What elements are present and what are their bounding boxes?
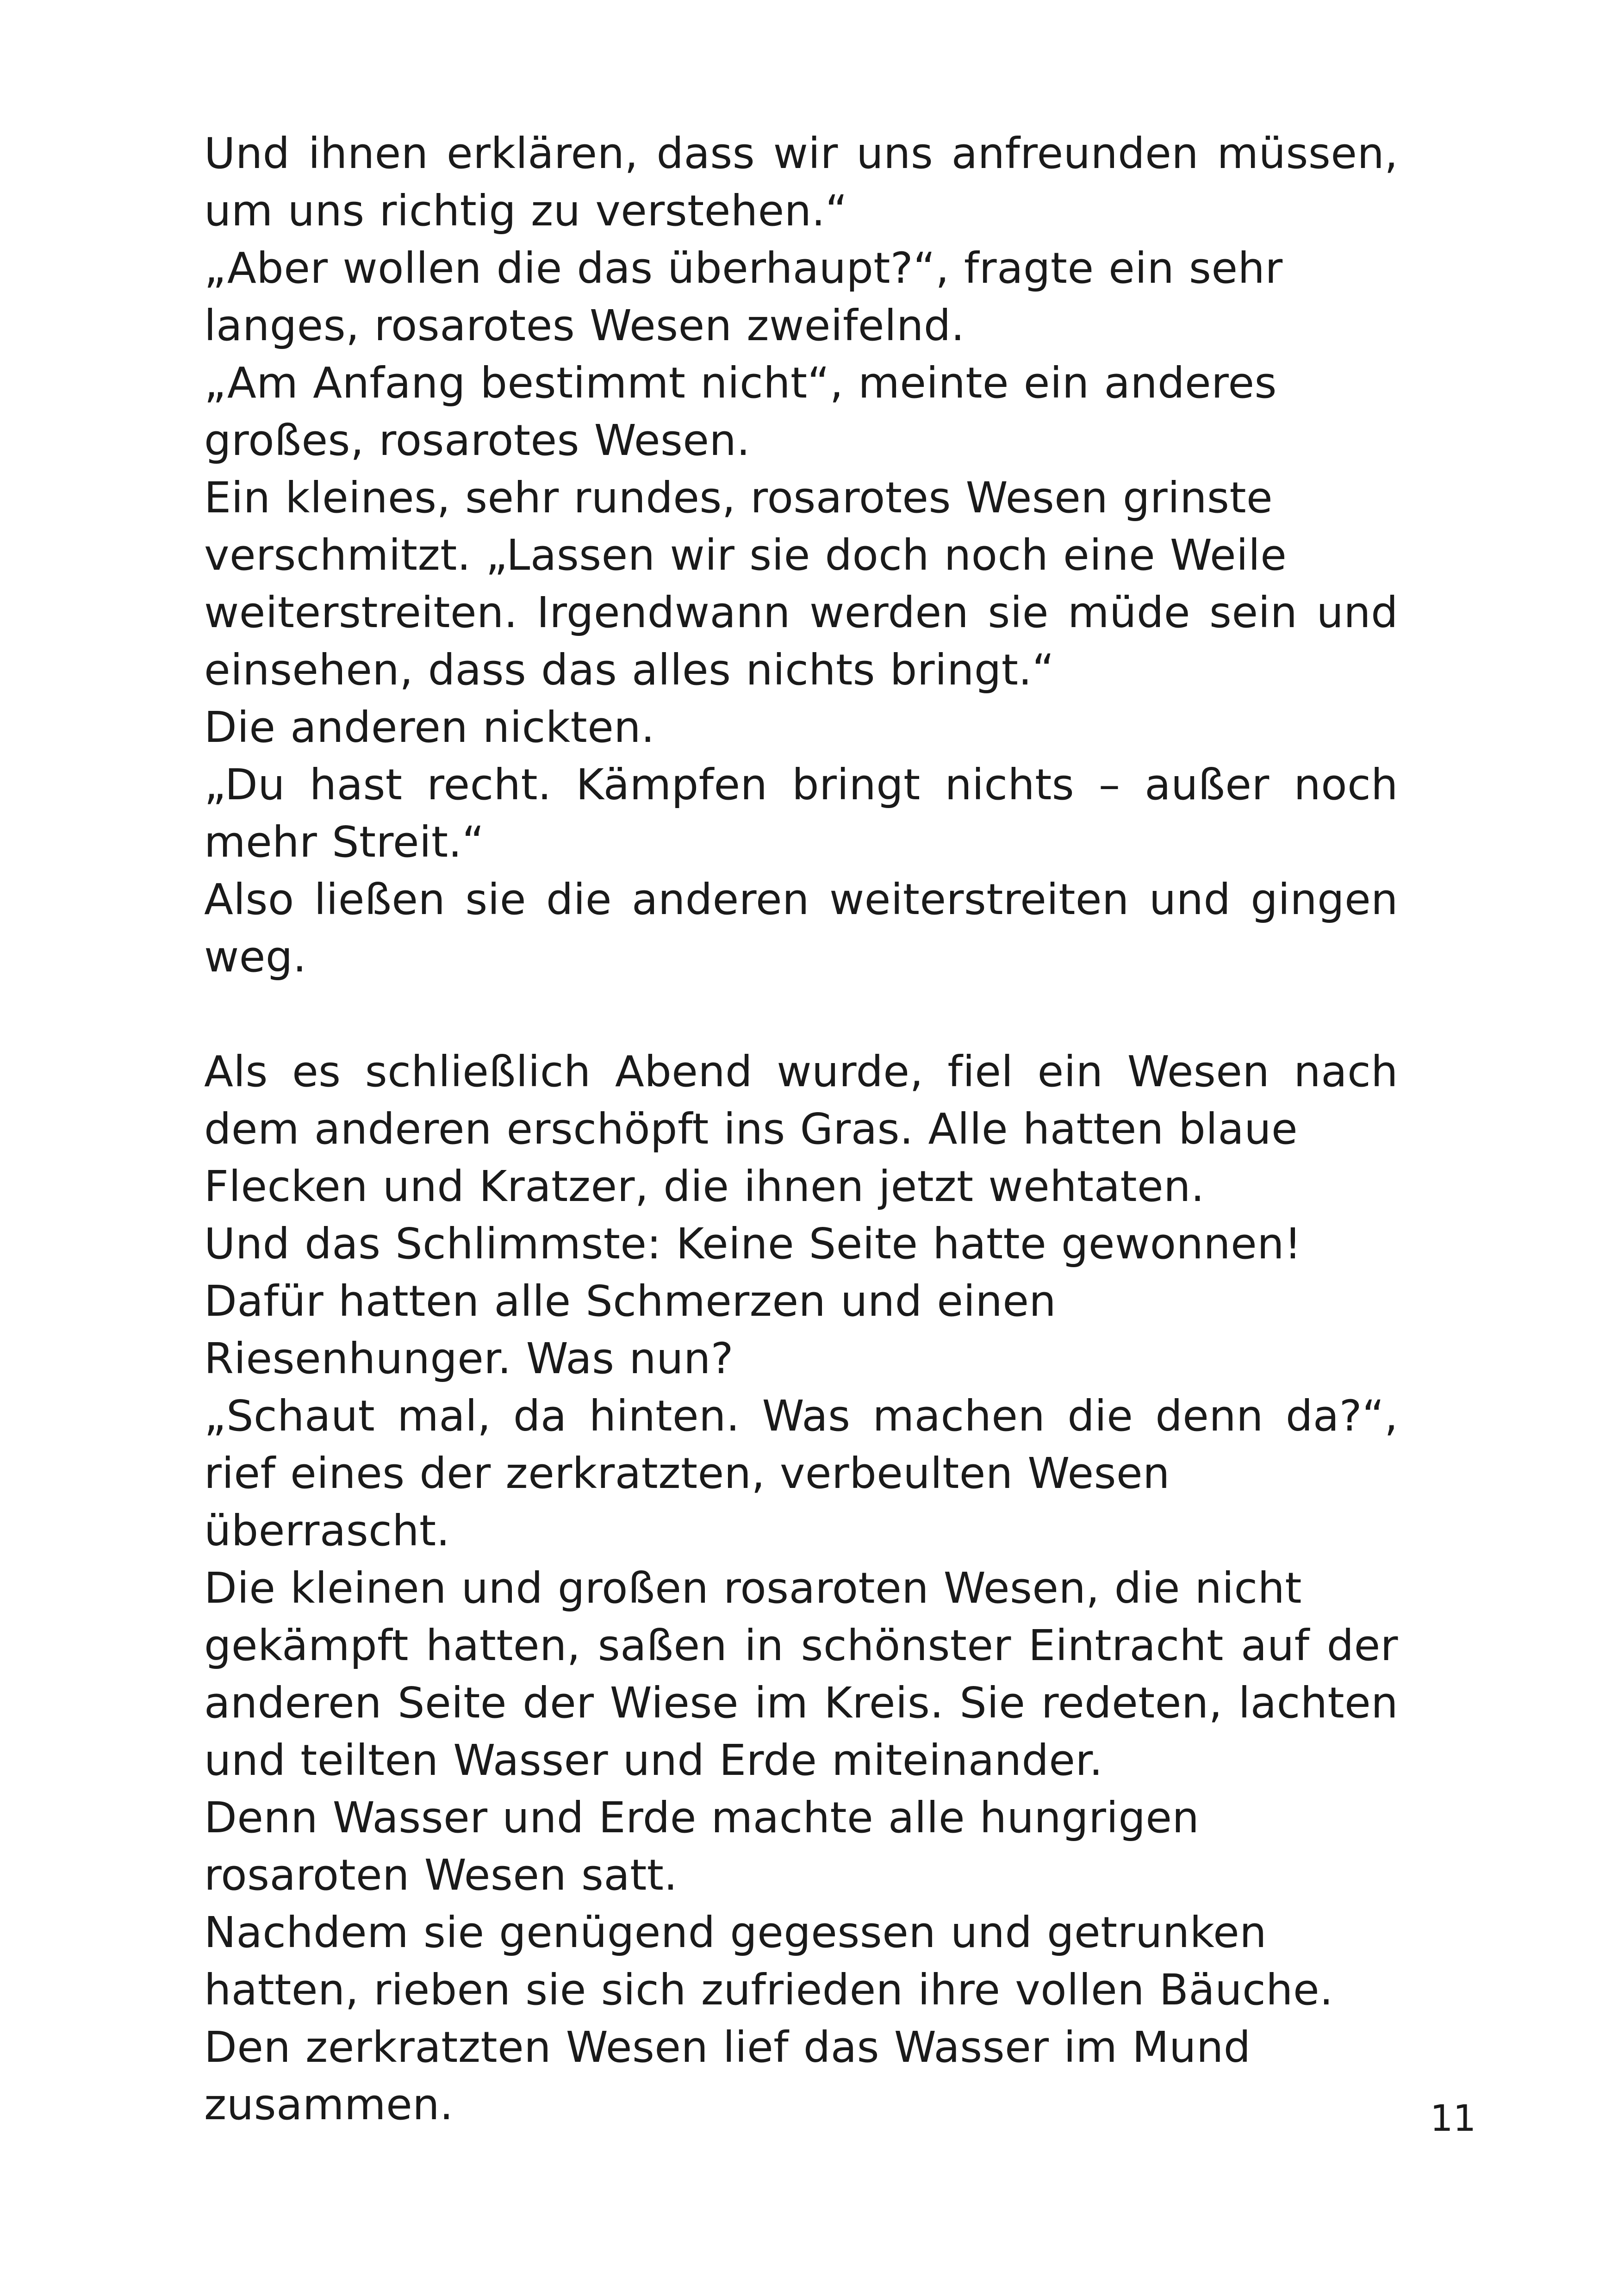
- text-line: einsehen, dass das alles nichts bringt.“: [204, 645, 1055, 695]
- text-line: Und ihnen erklären, dass wir uns anfreunden müssen,: [204, 129, 1398, 178]
- text-line: Den zerkratzten Wesen lief das Wasser im Mund: [204, 2022, 1251, 2072]
- text-line: Dafür hatten alle Schmerzen und einen: [204, 1276, 1057, 1326]
- text-line: langes, rosarotes Wesen zweifelnd.: [204, 301, 965, 350]
- page-body-text: [204, 125, 1398, 2134]
- text-line: „Schaut mal, da hinten. Was machen die denn da?“,: [204, 1391, 1398, 1441]
- text-line: dem anderen erschöpft ins Gras. Alle hatten blaue: [204, 1104, 1298, 1154]
- page-number: 11: [1430, 2098, 1476, 2140]
- text-line: „Aber wollen die das überhaupt?“, fragte ein sehr: [204, 243, 1283, 293]
- text-line: großes, rosarotes Wesen.: [204, 416, 751, 465]
- text-line: verschmitzt. „Lassen wir sie doch noch eine Weile: [204, 530, 1287, 580]
- text-line: „Am Anfang bestimmt nicht“, meinte ein anderes: [204, 358, 1277, 408]
- text-line: „Du hast recht. Kämpfen bringt nichts – außer noch: [204, 760, 1398, 809]
- text-line: Die anderen nickten.: [204, 703, 655, 752]
- text-line: gekämpft hatten, saßen in schönster Eintracht auf der: [204, 1621, 1398, 1670]
- text-line: Nachdem sie genügend gegessen und getrunken: [204, 1908, 1267, 1957]
- text-line: mehr Streit.“: [204, 817, 485, 867]
- text-line: Ein kleines, sehr rundes, rosarotes Wesen grinste: [204, 473, 1273, 523]
- text-line: Flecken und Kratzer, die ihnen jetzt wehtaten.: [204, 1162, 1205, 1211]
- text-line: Die kleinen und großen rosaroten Wesen, die nicht: [204, 1563, 1302, 1613]
- text-line: rief eines der zerkratzten, verbeulten Wesen: [204, 1449, 1170, 1498]
- text-line: anderen Seite der Wiese im Kreis. Sie redeten, lachten: [204, 1678, 1398, 1728]
- text-line: überrascht.: [204, 1506, 450, 1556]
- text-line: zusammen.: [204, 2080, 454, 2129]
- text-line: rosaroten Wesen satt.: [204, 1850, 678, 1900]
- text-line: weiterstreiten. Irgendwann werden sie müde sein und: [204, 588, 1398, 637]
- text-line: um uns richtig zu verstehen.“: [204, 186, 848, 236]
- text-line: Riesenhunger. Was nun?: [204, 1334, 734, 1383]
- text-line: Und das Schlimmste: Keine Seite hatte gewonnen!: [204, 1219, 1302, 1269]
- text-line: hatten, rieben sie sich zufrieden ihre vollen Bäuche.: [204, 1965, 1333, 2015]
- text-line: Also ließen sie die anderen weiterstreiten und gingen: [204, 875, 1398, 924]
- text-line: Als es schließlich Abend wurde, fiel ein Wesen nach: [204, 1047, 1398, 1096]
- text-line: Denn Wasser und Erde machte alle hungrigen: [204, 1793, 1200, 1842]
- paragraph-break: [204, 986, 1398, 1043]
- text-line: und teilten Wasser und Erde miteinander.: [204, 1736, 1103, 1785]
- text-line: weg.: [204, 932, 307, 982]
